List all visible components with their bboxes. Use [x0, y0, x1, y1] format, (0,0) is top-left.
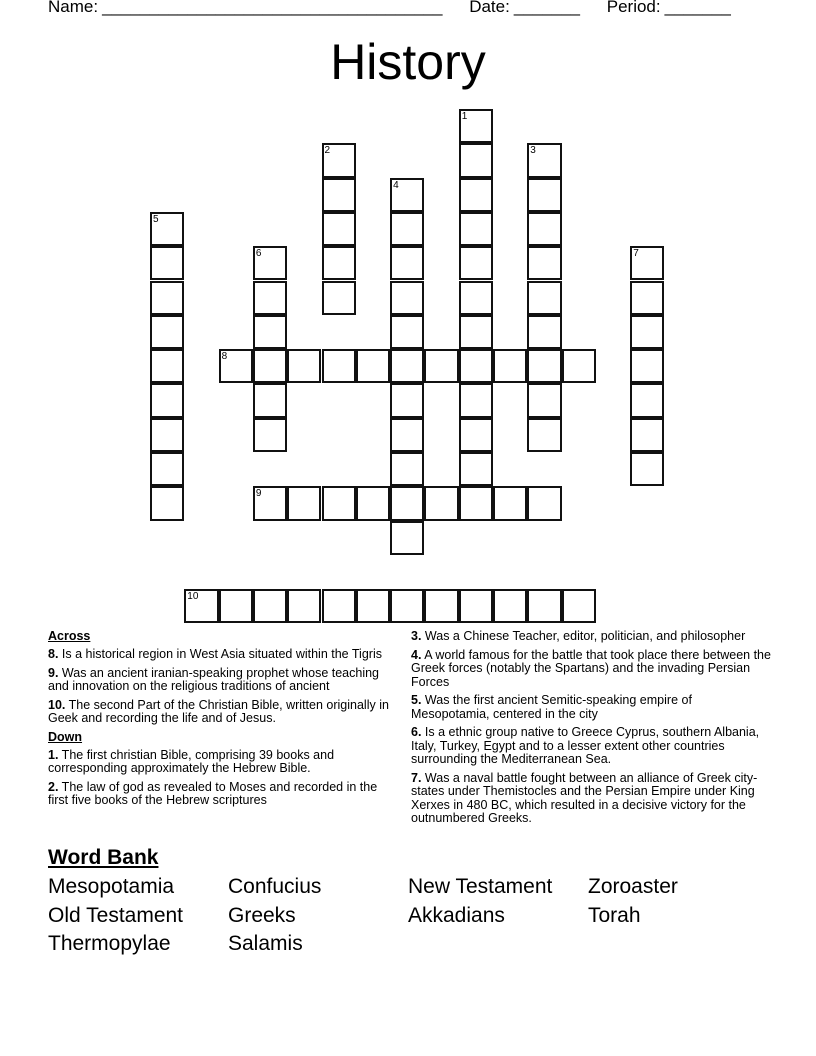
word-bank-item: Akkadians: [408, 903, 505, 927]
across-heading: Across: [48, 629, 91, 643]
crossword-cell[interactable]: [390, 315, 424, 349]
crossword-cell[interactable]: [390, 212, 424, 246]
clue-number-label: 1: [461, 111, 468, 122]
clue-down-6: [411, 726, 771, 767]
crossword-cell[interactable]: [527, 589, 561, 623]
crossword-cell[interactable]: [390, 349, 424, 383]
crossword-cell[interactable]: [459, 486, 493, 520]
crossword-cell[interactable]: [493, 349, 527, 383]
crossword-cell[interactable]: [527, 315, 561, 349]
crossword-cell[interactable]: [253, 281, 287, 315]
crossword-cell[interactable]: [390, 281, 424, 315]
word-bank-item: Greeks: [228, 903, 296, 927]
crossword-cell[interactable]: [253, 383, 287, 417]
word-bank-item: Zoroaster: [588, 875, 678, 898]
word-bank-item: New Testament: [408, 875, 553, 898]
clue-text: Was a Chinese Teacher, editor, politician, and philosopher: [421, 629, 746, 643]
clue-text: The first christian Bible, comprising 39 books and corresponding approximately the Hebrew Bible.: [48, 747, 335, 775]
crossword-cell[interactable]: [562, 589, 596, 623]
crossword-cell[interactable]: [459, 109, 493, 143]
clue-number: 3.: [411, 629, 422, 643]
crossword-cell[interactable]: [219, 589, 253, 623]
crossword-cell[interactable]: [459, 452, 493, 486]
crossword-cell[interactable]: [253, 589, 287, 623]
crossword-cell[interactable]: [322, 486, 356, 520]
crossword-cell[interactable]: [630, 418, 664, 452]
date-field[interactable]: _______: [513, 0, 581, 16]
crossword-cell[interactable]: [356, 589, 390, 623]
crossword-cell[interactable]: [630, 281, 664, 315]
crossword-cell[interactable]: [150, 212, 184, 246]
clues-left-column: [48, 628, 393, 813]
word-bank-item: Old Testament: [48, 903, 184, 927]
period-field[interactable]: _______: [664, 0, 731, 16]
crossword-cell[interactable]: [459, 349, 493, 383]
crossword-cell[interactable]: [459, 178, 493, 212]
crossword-cell[interactable]: [424, 589, 458, 623]
clue-text: Was an ancient iranian-speaking prophet whose teaching and innovation on the religious traditions of ancient: [48, 665, 380, 693]
clue-number: 5.: [411, 693, 422, 707]
crossword-cell[interactable]: [527, 418, 561, 452]
word-bank-item: Salamis: [228, 932, 303, 955]
clue-down-3: [411, 630, 771, 644]
clue-number-label: 5: [153, 213, 159, 225]
crossword-cell[interactable]: [424, 349, 458, 383]
clue-text: The law of god as revealed to Moses and recorded in the first five books of the Hebrew scriptures: [48, 779, 378, 807]
crossword-cell[interactable]: [253, 315, 287, 349]
crossword-cell[interactable]: [493, 486, 527, 520]
crossword-cell[interactable]: [459, 246, 493, 280]
clue-text: Was the first ancient Semitic-speaking empire of Mesopotamia, centered in the city: [411, 693, 692, 721]
clue-across-8: [48, 648, 393, 662]
clue-text: Is a ethnic group native to Greece Cyprus, southern Albania, Italy, Turkey, Egypt and to a lesser extent other countries surrounding the Mediterranean Sea.: [411, 725, 760, 766]
clue-number: 7.: [411, 770, 422, 785]
name-field[interactable]: ____________________________________: [102, 0, 443, 16]
clue-text: Was a naval battle fought between an alliance of Greek city-states under Themistocles and the Persian Empire under King Xerxes in 480 BC, which resulted in a decisive victory for the outnumbered Greeks.: [411, 770, 758, 825]
crossword-cell[interactable]: [527, 212, 561, 246]
crossword-cell[interactable]: [150, 383, 184, 417]
clues-right-column: [411, 630, 771, 831]
crossword-cell[interactable]: [493, 589, 527, 623]
crossword-cell[interactable]: [390, 418, 424, 452]
crossword-cell[interactable]: [459, 418, 493, 452]
crossword-cell[interactable]: [287, 349, 321, 383]
crossword-cell[interactable]: [390, 383, 424, 417]
crossword-cell[interactable]: [527, 486, 561, 520]
clue-number: 4.: [411, 647, 422, 662]
down-heading: Down: [48, 729, 83, 744]
crossword-cell[interactable]: [150, 281, 184, 315]
crossword-cell[interactable]: [390, 486, 424, 520]
crossword-cell[interactable]: [253, 486, 287, 520]
crossword-cell[interactable]: [322, 143, 356, 177]
crossword-cell[interactable]: [287, 589, 321, 623]
clue-number-label: 7: [633, 248, 639, 260]
clue-number: 10.: [48, 697, 66, 712]
crossword-cell[interactable]: [150, 349, 184, 383]
crossword-cell[interactable]: [322, 349, 356, 383]
crossword-cell[interactable]: [253, 349, 287, 383]
clue-number-label: 4: [393, 179, 399, 191]
crossword-cell[interactable]: [322, 246, 356, 280]
crossword-cell[interactable]: [527, 178, 561, 212]
clue-down-4: [411, 649, 771, 690]
date-label: Date:: [469, 0, 510, 16]
crossword-cell[interactable]: [459, 383, 493, 417]
crossword-cell[interactable]: [322, 178, 356, 212]
crossword-cell[interactable]: [184, 589, 218, 623]
clue-number-label: 2: [324, 145, 331, 157]
clue-number: 2.: [48, 779, 59, 794]
crossword-cell[interactable]: [562, 349, 596, 383]
crossword-cell[interactable]: [630, 383, 664, 417]
crossword-cell[interactable]: [390, 246, 424, 280]
word-bank: [48, 873, 768, 959]
crossword-cell[interactable]: [253, 418, 287, 452]
crossword-cell[interactable]: [219, 349, 253, 383]
clue-number-label: 9: [255, 488, 262, 500]
clue-number: 8.: [48, 647, 59, 661]
clue-down-2: [48, 781, 393, 808]
crossword-cell[interactable]: [459, 589, 493, 623]
crossword-cell[interactable]: [322, 589, 356, 623]
crossword-cell[interactable]: [630, 452, 664, 486]
crossword-cell[interactable]: [630, 315, 664, 349]
word-bank-item: Thermopylae: [48, 932, 171, 955]
word-bank-item: Mesopotamia: [48, 875, 175, 898]
crossword-cell[interactable]: [527, 383, 561, 417]
clue-number: 1.: [48, 747, 59, 762]
crossword-cell[interactable]: [322, 281, 356, 315]
crossword-cell[interactable]: [150, 246, 184, 280]
crossword-cell[interactable]: [390, 452, 424, 486]
clue-number-label: 3: [530, 145, 536, 157]
clue-down-5: [411, 694, 771, 721]
name-label: Name:: [48, 0, 99, 16]
crossword-cell[interactable]: [527, 349, 561, 383]
clue-text: The second Part of the Christian Bible, written originally in Geek and recording the life and of Jesus.: [48, 697, 389, 725]
clue-text: A world famous for the battle that took place there between the Greek forces (notably the Spartans) and the invading Persian Forces: [411, 647, 771, 689]
crossword-cell[interactable]: [390, 521, 424, 555]
word-bank-item: Torah: [588, 903, 641, 927]
clue-number: 6.: [411, 725, 422, 739]
word-bank-title: Word Bank: [48, 846, 159, 869]
crossword-cell[interactable]: [356, 349, 390, 383]
crossword-cell[interactable]: [630, 246, 664, 280]
crossword-cell[interactable]: [390, 589, 424, 623]
crossword-cell[interactable]: [459, 315, 493, 349]
crossword-cell[interactable]: [356, 486, 390, 520]
crossword-cell[interactable]: [253, 246, 287, 280]
clue-down-1: [48, 749, 393, 776]
clue-number: 9.: [48, 665, 59, 680]
crossword-cell[interactable]: [322, 212, 356, 246]
crossword-cell[interactable]: [390, 178, 424, 212]
crossword-cell[interactable]: [630, 349, 664, 383]
crossword-cell[interactable]: [459, 212, 493, 246]
crossword-cell[interactable]: [527, 246, 561, 280]
crossword-cell[interactable]: [527, 281, 561, 315]
clue-across-10: [48, 699, 393, 726]
crossword-cell[interactable]: [150, 418, 184, 452]
word-bank-item: Confucius: [228, 875, 322, 898]
crossword-cell[interactable]: [424, 486, 458, 520]
crossword-cell[interactable]: [287, 486, 321, 520]
period-label: Period:: [606, 0, 661, 16]
clue-number-label: 10: [187, 591, 199, 603]
clue-text: Is a historical region in West Asia situated within the Tigris: [58, 647, 382, 661]
clue-number-label: 6: [255, 248, 262, 260]
crossword-cell[interactable]: [459, 143, 493, 177]
clue-number-label: 8: [221, 351, 228, 363]
crossword-cell[interactable]: [150, 486, 184, 520]
crossword-cell[interactable]: [150, 452, 184, 486]
clue-across-9: [48, 667, 393, 694]
clue-down-7: [411, 772, 771, 826]
crossword-cell[interactable]: [459, 281, 493, 315]
crossword-cell[interactable]: [150, 315, 184, 349]
crossword-cell[interactable]: [527, 143, 561, 177]
page-title: History: [330, 34, 486, 90]
